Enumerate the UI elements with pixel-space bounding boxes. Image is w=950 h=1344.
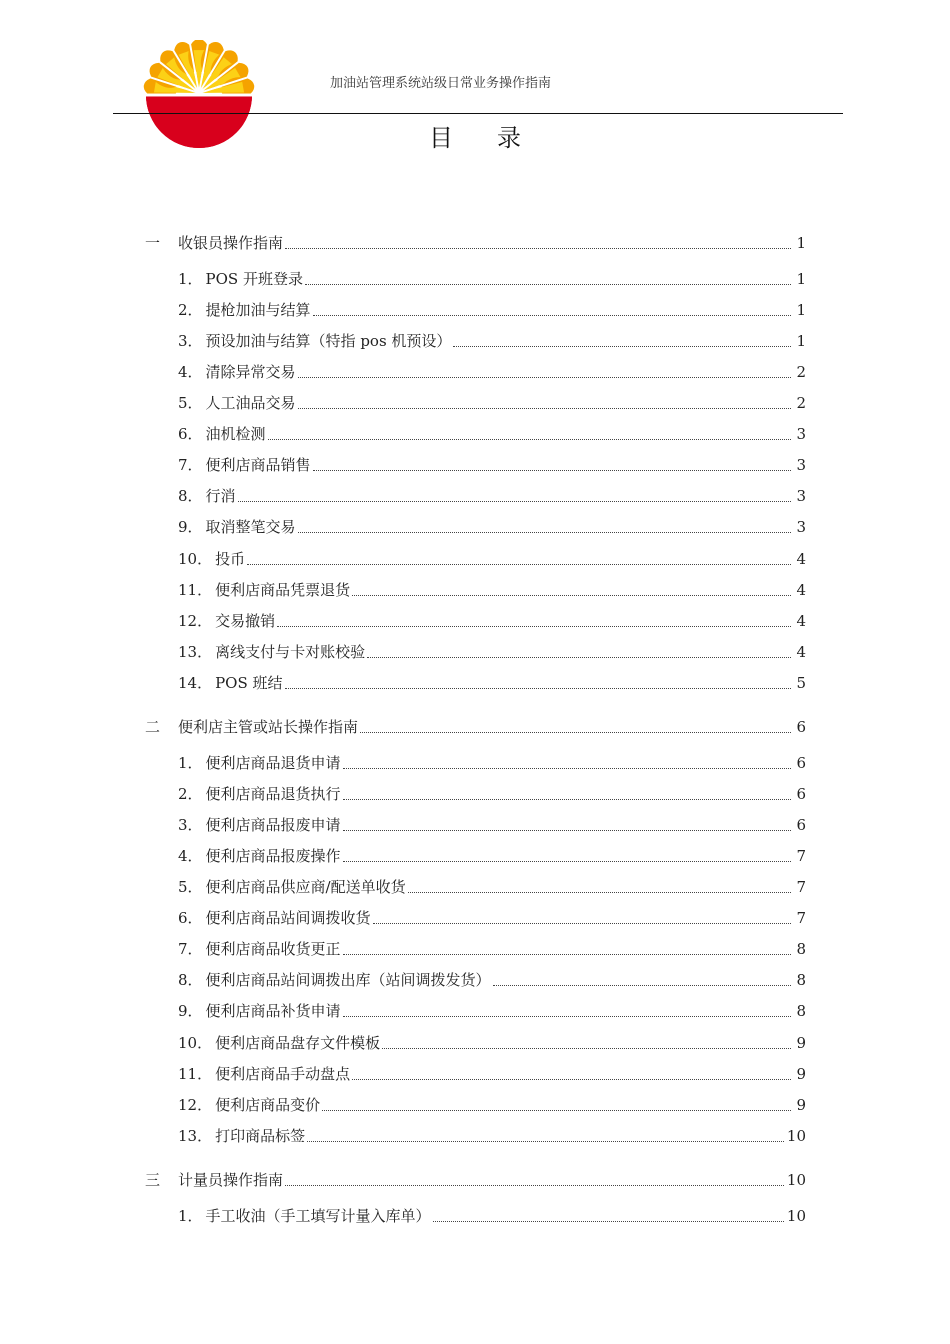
toc-leader-dots — [285, 684, 791, 689]
toc-page-number: 7 — [796, 878, 806, 896]
toc-entry-row[interactable] — [178, 300, 806, 320]
toc-page-number: 2 — [796, 363, 806, 381]
toc-page-number: 6 — [796, 718, 806, 736]
toc-entry-row[interactable] — [178, 1001, 806, 1021]
toc-page-number: 6 — [796, 754, 806, 772]
toc-page-number: 3 — [796, 425, 806, 443]
document-header-title: 加油站管理系统站级日常业务操作指南 — [330, 76, 552, 91]
toc-section-row[interactable] — [145, 717, 806, 737]
toc-page-number: 1 — [796, 332, 806, 350]
toc-entry-row[interactable] — [178, 1095, 806, 1115]
toc-leader-dots — [343, 1012, 791, 1017]
toc-title: 便利店商品供应商/配送单收货 — [205, 878, 406, 896]
toc-entry-row[interactable] — [178, 611, 806, 631]
toc-leader-dots — [298, 404, 791, 409]
toc-title: 提枪加油与结算 — [205, 301, 311, 319]
toc-page-number: 9 — [796, 1034, 806, 1052]
toc-entry-row[interactable] — [178, 846, 806, 866]
toc-leader-dots — [382, 1044, 791, 1049]
toc-page-number: 3 — [796, 487, 806, 505]
toc-title: 手工收油（手工填写计量入库单） — [205, 1207, 431, 1225]
toc-entry-row[interactable] — [178, 424, 806, 444]
toc-number: 2． — [178, 785, 203, 803]
toc-title: 便利店商品报废操作 — [205, 847, 341, 865]
toc-leader-dots — [322, 1106, 791, 1111]
toc-entry-row[interactable] — [178, 970, 806, 990]
toc-title: 便利店商品凭票退货 — [215, 581, 351, 599]
toc-leader-dots — [352, 1075, 791, 1080]
toc-page-number: 7 — [796, 909, 806, 927]
toc-entry-row[interactable] — [178, 393, 806, 413]
toc-number: 6． — [178, 425, 203, 443]
toc-title: POS 开班登录 — [205, 270, 303, 288]
toc-title: 取消整笔交易 — [205, 518, 296, 536]
toc-leader-dots — [343, 764, 791, 769]
toc-entry-row[interactable] — [178, 908, 806, 928]
toc-page-number: 6 — [796, 816, 806, 834]
toc-title: 行消 — [205, 487, 236, 505]
toc-page-number: 9 — [796, 1096, 806, 1114]
toc-number: 5． — [178, 394, 203, 412]
toc-title: POS 班结 — [215, 674, 283, 692]
toc-number: 三 — [145, 1171, 161, 1189]
toc-title: 便利店商品补货申请 — [205, 1002, 341, 1020]
toc-leader-dots — [352, 591, 791, 596]
toc-number: 1． — [178, 754, 203, 772]
toc-page-number: 4 — [796, 643, 806, 661]
toc-number: 6． — [178, 909, 203, 927]
toc-entry-row[interactable] — [178, 784, 806, 804]
toc-number: 12． — [178, 1096, 213, 1114]
toc-number: 7． — [178, 940, 203, 958]
toc-leader-dots — [373, 919, 791, 924]
toc-leader-dots — [307, 1137, 784, 1142]
toc-leader-dots — [343, 857, 791, 862]
toc-title: 清除异常交易 — [205, 363, 296, 381]
toc-entry-row[interactable] — [178, 1206, 806, 1226]
toc-leader-dots — [268, 435, 791, 440]
toc-title: 交易撤销 — [215, 612, 276, 630]
toc-entry-row[interactable] — [178, 549, 806, 569]
toc-title: 投币 — [215, 550, 246, 568]
toc-entry-row[interactable] — [178, 517, 806, 537]
toc-number: 14． — [178, 674, 213, 692]
toc-leader-dots — [433, 1217, 784, 1222]
toc-title: 便利店商品盘存文件模板 — [215, 1034, 381, 1052]
toc-page-number: 8 — [796, 971, 806, 989]
toc-number: 3． — [178, 332, 203, 350]
toc-title: 便利店商品销售 — [205, 456, 311, 474]
toc-leader-dots — [285, 244, 791, 249]
toc-number: 11． — [178, 1065, 213, 1083]
toc-title: 计量员操作指南 — [178, 1171, 284, 1189]
toc-heading: 目录 — [429, 124, 565, 152]
toc-leader-dots — [408, 888, 791, 893]
toc-section-row[interactable] — [145, 233, 806, 253]
toc-leader-dots — [360, 728, 791, 733]
toc-page-number: 3 — [796, 518, 806, 536]
toc-number: 10． — [178, 1034, 213, 1052]
toc-number: 9． — [178, 1002, 203, 1020]
toc-leader-dots — [298, 528, 791, 533]
toc-page-number: 2 — [796, 394, 806, 412]
toc-leader-dots — [277, 622, 791, 627]
toc-title: 便利店商品手动盘点 — [215, 1065, 351, 1083]
toc-number: 一 — [145, 234, 161, 252]
toc-leader-dots — [367, 653, 791, 658]
toc-leader-dots — [453, 342, 791, 347]
toc-page-number: 8 — [796, 1002, 806, 1020]
toc-title: 便利店商品站间调拨收货 — [205, 909, 371, 927]
toc-title: 打印商品标签 — [215, 1127, 306, 1145]
toc-number: 二 — [145, 718, 161, 736]
toc-title: 收银员操作指南 — [178, 234, 284, 252]
toc-number: 2． — [178, 301, 203, 319]
toc-page-number: 6 — [796, 785, 806, 803]
toc-title: 便利店商品报废申请 — [205, 816, 341, 834]
toc-entry-row[interactable] — [178, 673, 806, 693]
toc-page-number: 5 — [796, 674, 806, 692]
toc-number: 4． — [178, 847, 203, 865]
toc-page-number: 9 — [796, 1065, 806, 1083]
toc-number: 1． — [178, 270, 203, 288]
toc-page-number: 4 — [796, 612, 806, 630]
toc-page-number: 1 — [796, 234, 806, 252]
toc-entry-row[interactable] — [178, 331, 806, 351]
toc-leader-dots — [343, 795, 791, 800]
toc-title: 便利店商品退货申请 — [205, 754, 341, 772]
toc-page-number: 4 — [796, 550, 806, 568]
toc-title: 便利店商品退货执行 — [205, 785, 341, 803]
toc-entry-row[interactable] — [178, 580, 806, 600]
toc-page-number: 3 — [796, 456, 806, 474]
toc-entry-row[interactable] — [178, 877, 806, 897]
toc-leader-dots — [247, 560, 791, 565]
toc-leader-dots — [285, 1181, 784, 1186]
toc-page-number: 4 — [796, 581, 806, 599]
toc-number: 12． — [178, 612, 213, 630]
toc-number: 5． — [178, 878, 203, 896]
toc-title: 离线支付与卡对账校验 — [215, 643, 366, 661]
toc-leader-dots — [493, 981, 791, 986]
toc-entry-row[interactable] — [178, 1064, 806, 1084]
toc-number: 8． — [178, 487, 203, 505]
toc-leader-dots — [238, 497, 791, 502]
toc-leader-dots — [298, 373, 791, 378]
toc-title: 人工油品交易 — [205, 394, 296, 412]
toc-title: 便利店主管或站长操作指南 — [178, 718, 359, 736]
toc-leader-dots — [343, 950, 791, 955]
toc-entry-row[interactable] — [178, 486, 806, 506]
toc-number: 4． — [178, 363, 203, 381]
toc-entry-row[interactable] — [178, 362, 806, 382]
toc-number: 13． — [178, 643, 213, 661]
toc-entry-row[interactable] — [178, 753, 806, 773]
toc-number: 1． — [178, 1207, 203, 1225]
toc-entry-row[interactable] — [178, 455, 806, 475]
toc-entry-row[interactable] — [178, 1126, 806, 1146]
toc-section-row[interactable] — [145, 1170, 806, 1190]
toc-entry-row[interactable] — [178, 1033, 806, 1053]
toc-title: 便利店商品收货更正 — [205, 940, 341, 958]
toc-leader-dots — [313, 311, 791, 316]
toc-page-number: 10 — [786, 1207, 806, 1225]
toc-number: 13． — [178, 1127, 213, 1145]
toc-title: 便利店商品站间调拨出库（站间调拨发货） — [205, 971, 491, 989]
toc-page-number: 10 — [786, 1127, 806, 1145]
toc-number: 7． — [178, 456, 203, 474]
toc-page-number: 1 — [796, 270, 806, 288]
toc-title: 预设加油与结算（特指 pos 机预设） — [205, 332, 452, 350]
toc-number: 11． — [178, 581, 213, 599]
toc-number: 10． — [178, 550, 213, 568]
toc-number: 3． — [178, 816, 203, 834]
toc-page-number: 7 — [796, 847, 806, 865]
toc-leader-dots — [305, 280, 791, 285]
toc-page-number: 10 — [786, 1171, 806, 1189]
toc-leader-dots — [313, 466, 791, 471]
toc-entry-row[interactable] — [178, 269, 806, 289]
toc-page-number: 8 — [796, 940, 806, 958]
toc-title: 油机检测 — [205, 425, 266, 443]
toc-leader-dots — [343, 826, 791, 831]
toc-title: 便利店商品变价 — [215, 1096, 321, 1114]
toc-number: 8． — [178, 971, 203, 989]
header-divider — [113, 113, 843, 114]
toc-entry-row[interactable] — [178, 939, 806, 959]
toc-number: 9． — [178, 518, 203, 536]
toc-page-number: 1 — [796, 301, 806, 319]
toc-entry-row[interactable] — [178, 642, 806, 662]
toc-entry-row[interactable] — [178, 815, 806, 835]
